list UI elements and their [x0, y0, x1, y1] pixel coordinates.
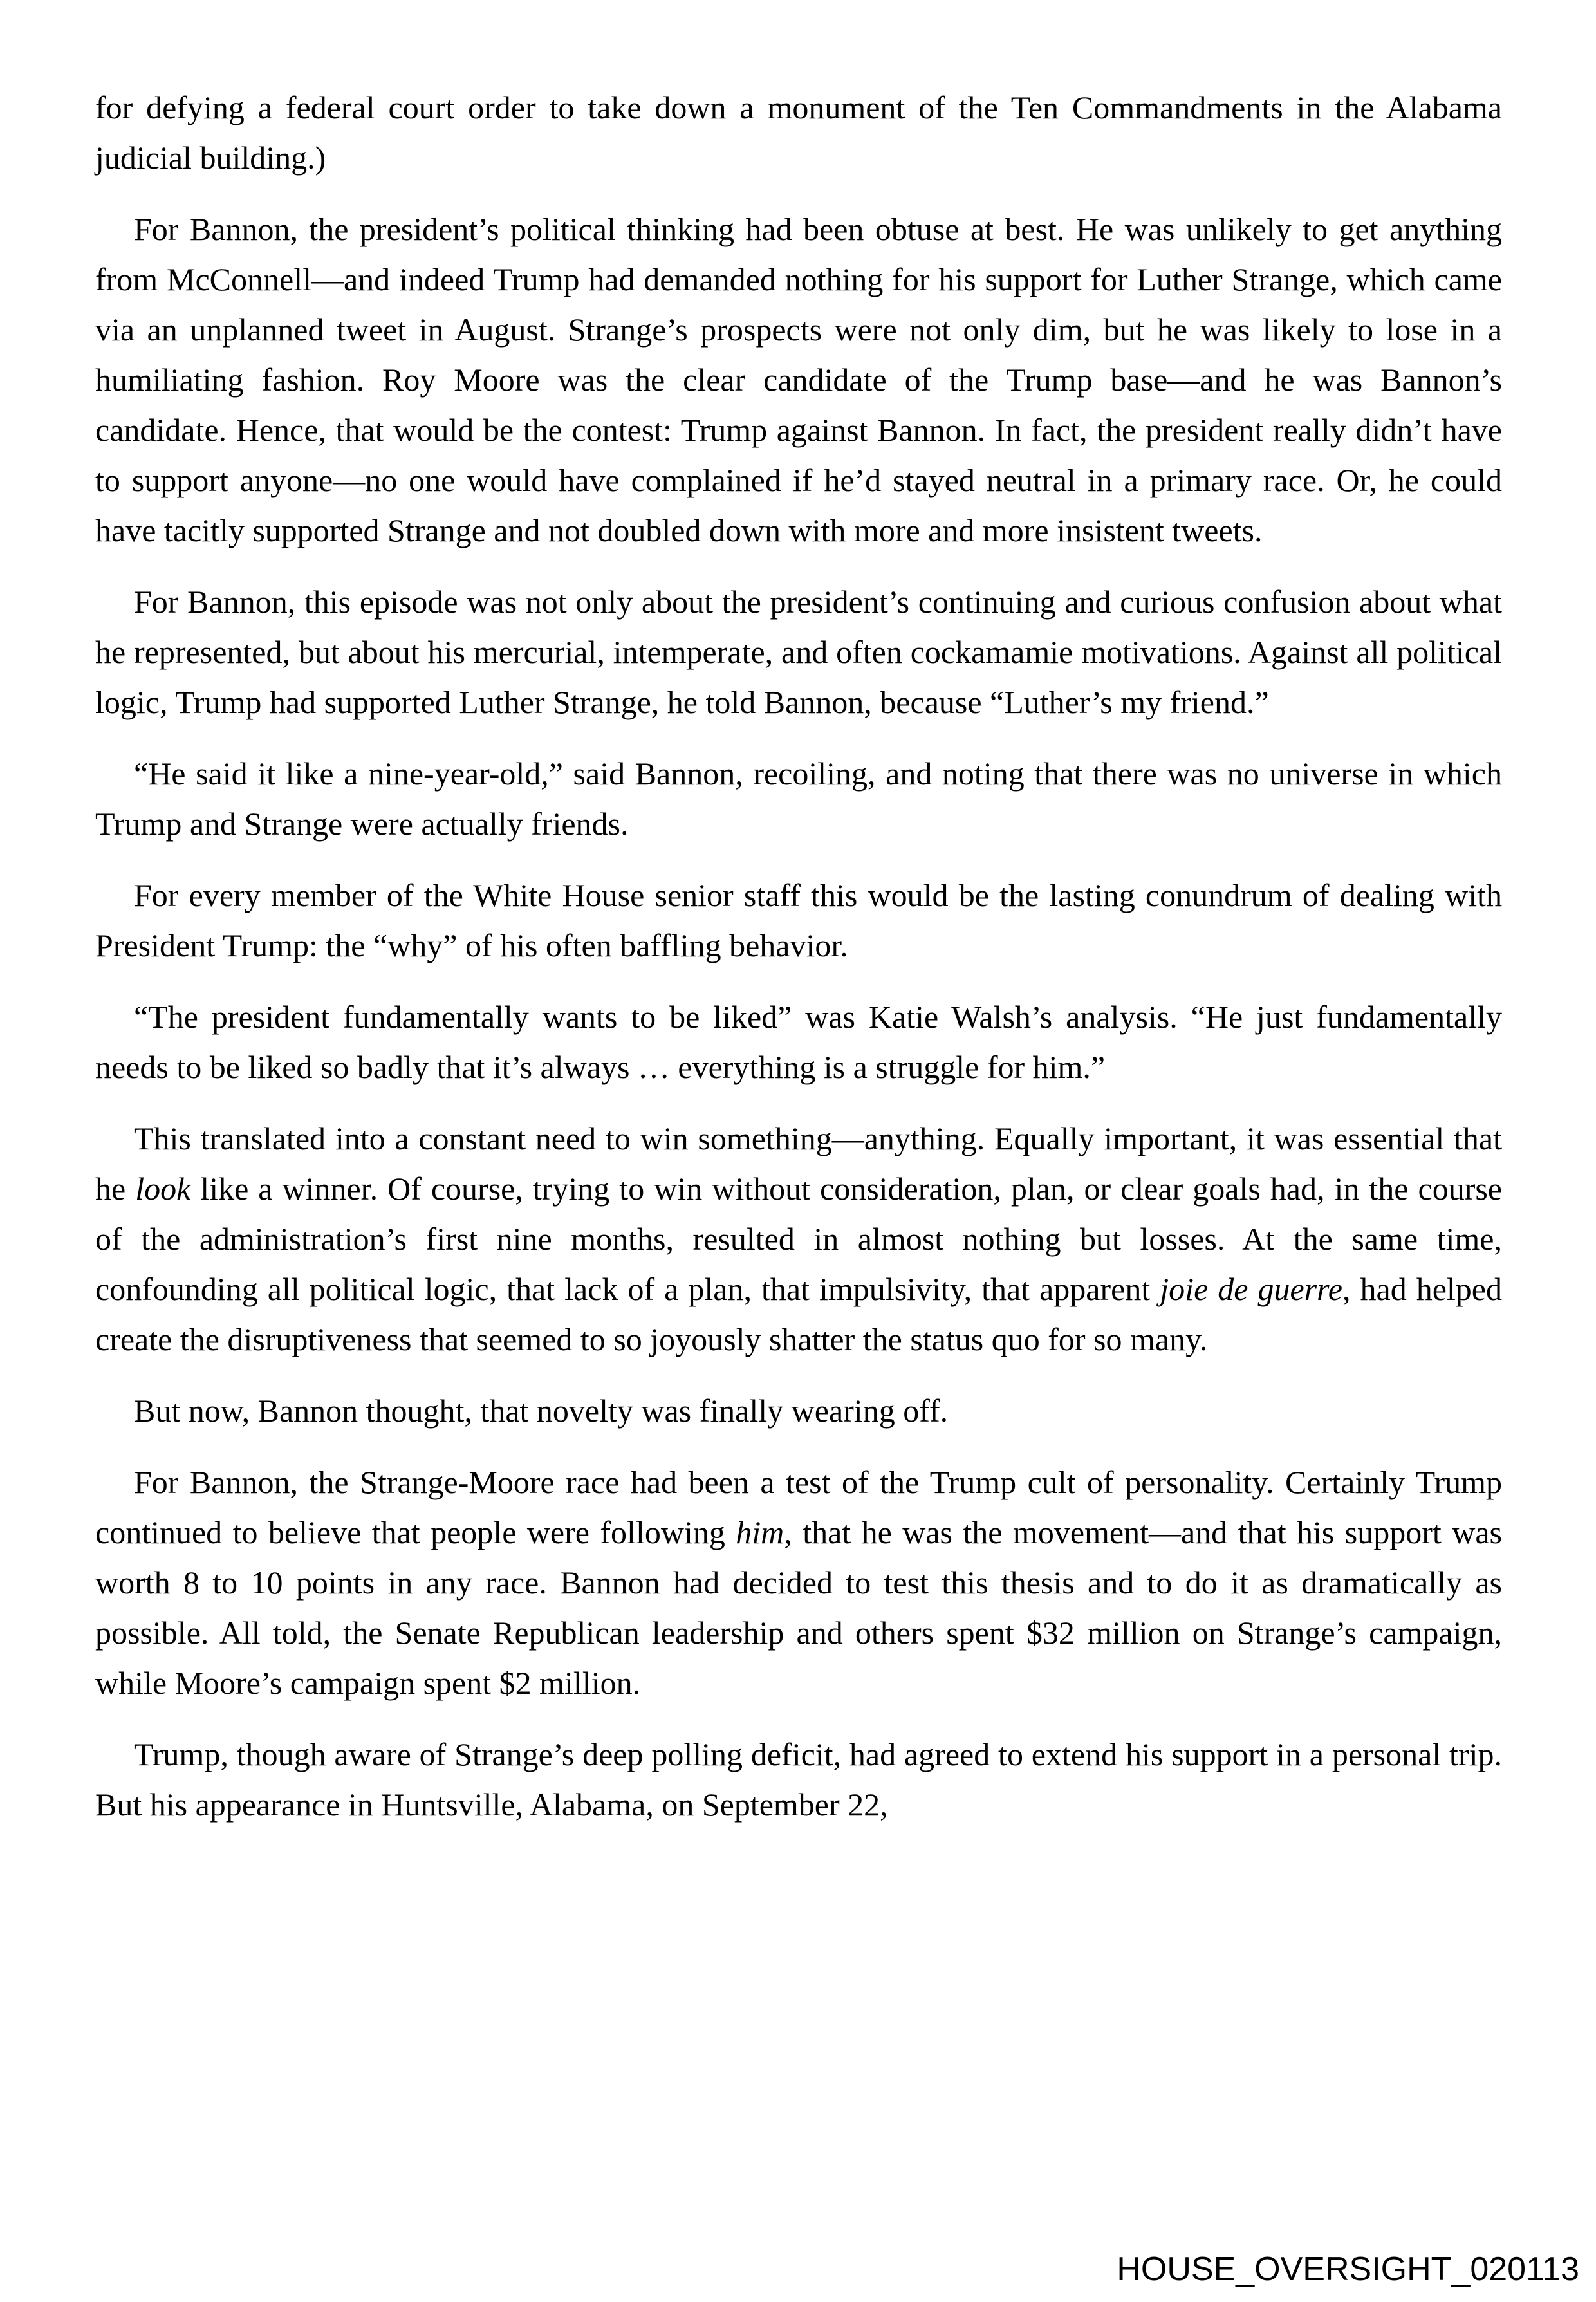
- italic-text-run: him: [736, 1514, 784, 1550]
- text-run: For Bannon, this episode was not only about the president’s continuing and curious confusion about what he represented, but about his mercurial, intemperate, and often cockamamie motivations. Against all political logic, Trump had supported Luther Strange, he told Bannon, because “Luther’s my friend.”: [95, 584, 1502, 720]
- page-body: [95, 82, 1502, 1830]
- paragraph-10: [95, 1729, 1502, 1830]
- paragraph-2: [95, 204, 1502, 555]
- bates-stamp-watermark: HOUSE_OVERSIGHT_020113: [1117, 2251, 1579, 2288]
- text-run: like a winner. Of course, trying to win without consideration, plan, or clear goals had, in the course of the administration’s first nine months, resulted in almost nothing but losses. At the same time, confounding all political logic, that lack of a plan, that impulsivity, that apparent: [95, 1171, 1502, 1307]
- paragraph-1: [95, 82, 1502, 183]
- text-run: , that he was the movement—and that his support was worth 8 to 10 points in any race. Bannon had decided to test this thesis and to do it as dramatically as possible. All told, the Senate Republican leadership and others spent $32 million on Strange’s campaign, while Moore’s campaign spent $2 million.: [95, 1514, 1502, 1701]
- paragraph-7: [95, 1113, 1502, 1364]
- text-run: for defying a federal court order to take down a monument of the Ten Commandments in the Alabama judicial building.): [95, 89, 1502, 176]
- text-run: Trump, though aware of Strange’s deep polling deficit, had agreed to extend his support in a personal trip. But his appearance in Huntsville, Alabama, on September 22,: [95, 1736, 1502, 1823]
- text-run: But now, Bannon thought, that novelty was finally wearing off.: [134, 1393, 949, 1429]
- paragraph-8: [95, 1386, 1502, 1436]
- paragraph-5: [95, 870, 1502, 970]
- italic-text-run: joie de guerre: [1160, 1271, 1342, 1307]
- text-run: For Bannon, the president’s political thinking had been obtuse at best. He was unlikely to get anything from McConnell—and indeed Trump had demanded nothing for his support for Luther Strange, which came via an unplanned tweet in August. Strange’s prospects were not only dim, but he was likely to lose in a humiliating fashion. Roy Moore was the clear candidate of the Trump base—and he was Bannon’s candidate. Hence, that would be the contest: Trump against Bannon. In fact, the president really didn’t have to support anyone—no one would have complained if he’d stayed neutral in a primary race. Or, he could have tacitly supported Strange and not doubled down with more and more insistent tweets.: [95, 211, 1502, 548]
- italic-text-run: look: [135, 1171, 191, 1207]
- paragraph-6: [95, 992, 1502, 1092]
- text-run: This translated into a constant need to win something—anything. Equally important, it was essential that he: [95, 1120, 1502, 1207]
- paragraph-3: [95, 577, 1502, 727]
- text-run: “He said it like a nine-year-old,” said Bannon, recoiling, and noting that there was no universe in which Trump and Strange were actually friends.: [95, 756, 1502, 842]
- paragraph-4: [95, 748, 1502, 849]
- text-run: , had helped create the disruptiveness that seemed to so joyously shatter the status quo for so many.: [95, 1271, 1503, 1357]
- text-run: For Bannon, the Strange-Moore race had been a test of the Trump cult of personality. Certainly Trump continued to believe that people were following: [95, 1464, 1502, 1550]
- paragraph-9: [95, 1457, 1502, 1708]
- text-run: “The president fundamentally wants to be liked” was Katie Walsh’s analysis. “He just fundamentally needs to be liked so badly that it’s always … everything is a struggle for him.”: [95, 999, 1502, 1085]
- text-run: For every member of the White House senior staff this would be the lasting conundrum of dealing with President Trump: the “why” of his often baffling behavior.: [95, 877, 1502, 963]
